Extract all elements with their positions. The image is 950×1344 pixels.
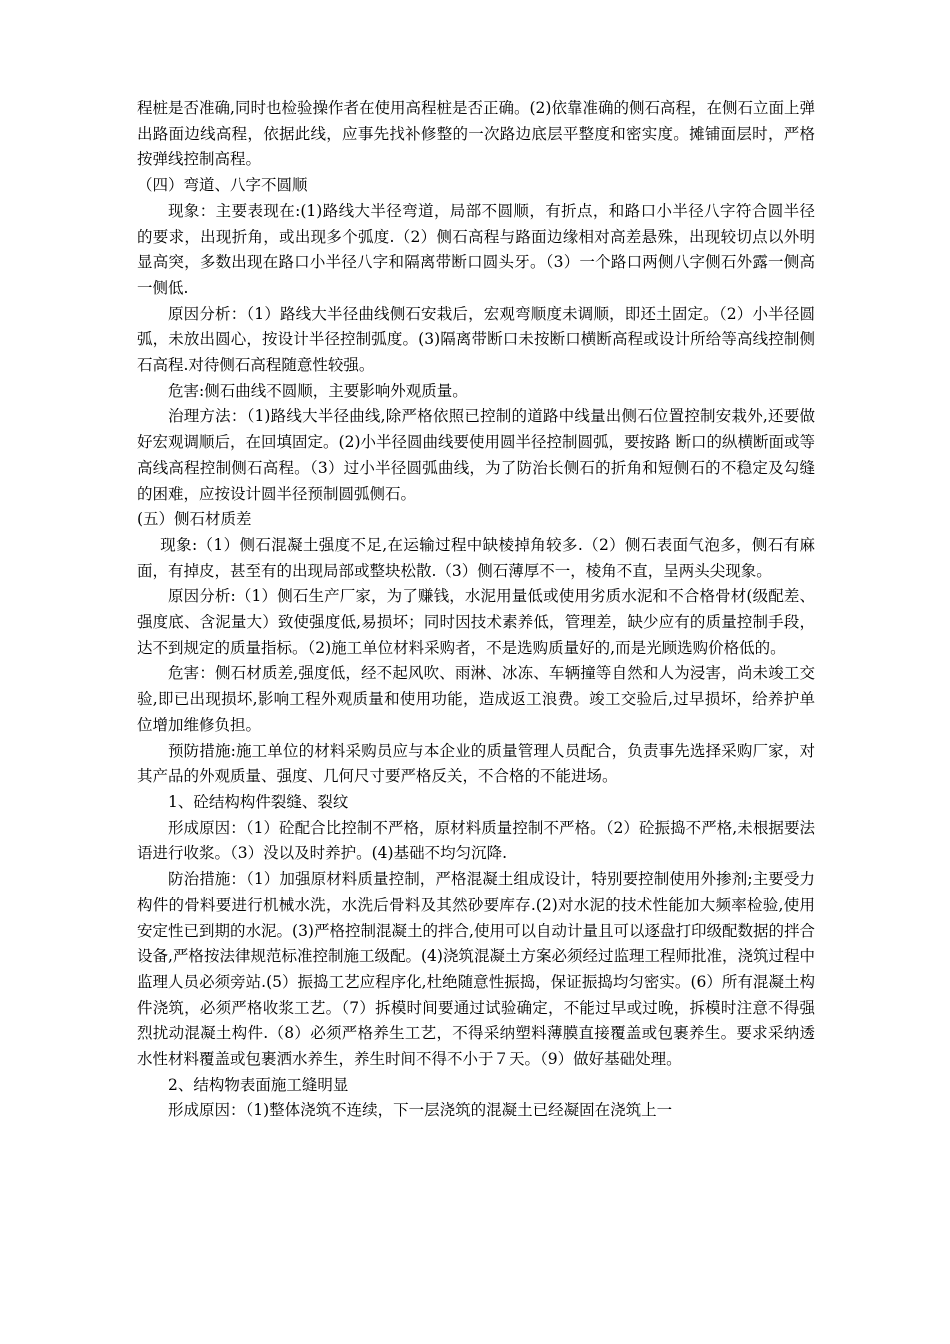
subsection-heading: 2、结构物表面施工缝明显	[168, 1075, 349, 1094]
paragraph: 现象:（1）侧石混凝土强度不足,在运输过程中缺棱掉角较多.（2）侧石表面气泡多，侧石有麻面，有掉皮，甚至有的出现局部或整块松散.（3）侧石薄厚不一，棱角不直，呈两头尖现象。	[137, 535, 815, 580]
paragraph: 形成原因：（1)整体浇筑不连续，下一层浇筑的混凝土已经凝固在浇筑上一	[168, 1101, 673, 1120]
paragraph: 形成原因：（1）砼配合比控制不严格，原材料质量控制不严格。（2）砼振捣不严格,未根据要法语进行收浆。（3）没以及时养护。(4)基础不均匀沉降.	[137, 818, 815, 863]
section-heading: （四）弯道、八字不圆顺	[137, 176, 308, 195]
paragraph: 现象：主要表现在:(1)路线大半径弯道，局部不圆顺，有折点，和路口小半径八字符合圆半径的要求，出现折角，或出现多个弧度.（2）侧石高程与路面边缘相对高差悬殊，出现较切点以外明显高突，多数出现在路口小半径八字和隔离带断口圆头牙。（3）一个路口两侧八字侧石外露一侧高一侧低.	[137, 201, 815, 297]
section-heading: (五）侧石材质差	[137, 510, 252, 529]
subsection-heading: 1、砼结构构件裂缝、裂纹	[168, 792, 349, 811]
paragraph: 危害:侧石曲线不圆顺，主要影响外观质量。	[168, 381, 468, 400]
paragraph: 危害：侧石材质差,强度低，经不起风吹、雨淋、冰冻、车辆撞等自然和人为浸害，尚未竣工交验,即已出现损坏,影响工程外观质量和使用功能，造成返工浪费。竣工交验后,过早损坏，给养护单位增加维修负担。	[137, 664, 815, 734]
paragraph: 程桩是否准确,同时也检验操作者在使用高程桩是否正确。(2)依靠准确的侧石高程，在侧石立面上弹出路面边线高程，依据此线，应事先找补修整的一次路边底层平整度和密实度。摊铺面层时，严格按弹线控制高程。	[137, 99, 815, 169]
paragraph: 预防措施:施工单位的材料采购员应与本企业的质量管理人员配合，负责事先选择采购厂家，对其产品的外观质量、强度、几何尺寸要严格反关，不合格的不能进场。	[137, 741, 815, 786]
paragraph: 原因分析:（1）侧石生产厂家，为了赚钱，水泥用量低或使用劣质水泥和不合格骨材(级配差、强度底、含泥量大）致使强度低,易损坏；同时因技术素养低，管理差，缺少应有的质量控制手段，达不到规定的质量指标。（2)施工单位材料采购者，不是选购质量好的,而是光顾选购价格低的。	[137, 587, 815, 657]
paragraph: 治理方法：（1)路线大半径曲线,除严格依照已控制的道路中线量出侧石位置控制安栽外,还要做好宏观调顺后，在回填固定。(2)小半径圆曲线要使用圆半径控制圆弧，要按路 断口的纵横断面或等高线高程控制侧石高程。（3）过小半径圆弧曲线，为了防治长侧石的折角和短侧石的不稳定及勾缝的困难，应按设计圆半径预制圆弧侧石。	[137, 407, 815, 503]
paragraph: 原因分析：（1）路线大半径曲线侧石安栽后，宏观弯顺度未调顺，即还土固定。（2）小半径圆弧，未放出圆心，按设计半径控制弧度。(3)隔离带断口未按断口横断高程或设计所给等高线控制侧石高程.对待侧石高程随意性较强。	[137, 304, 815, 375]
document-body	[137, 96, 815, 1124]
paragraph: 防治措施：（1）加强原材料质量控制，严格混凝土组成设计，特别要控制使用外掺剂;主要受力构件的骨料要进行机械水洗，水洗后骨料及其然砂要库存.(2)对水泥的技术性能加大频率检验,使用安定性已到期的水泥。(3)严格控制混凝土的拌合,使用可以自动计量且可以逐盘打印级配数据的拌合设备,严格按法律规范标准控制施工级配。(4)浇筑混凝土方案必须经过监理工程师批准，浇筑过程中监理人员必须旁站.(5）振捣工艺应程序化,杜绝随意性振捣，保证振捣均匀密实。(6）所有混凝土构件浇筑，必须严格收浆工艺。（7）拆模时间要通过试验确定，不能过早或过晚，拆模时注意不得强烈扰动混凝土构件.（8）必须严格养生工艺，不得采纳塑料薄膜直接覆盖或包裹养生。要求采纳透水性材料覆盖或包裹洒水养生，养生时间不得不小于７天。（9）做好基础处理。	[137, 870, 815, 1069]
